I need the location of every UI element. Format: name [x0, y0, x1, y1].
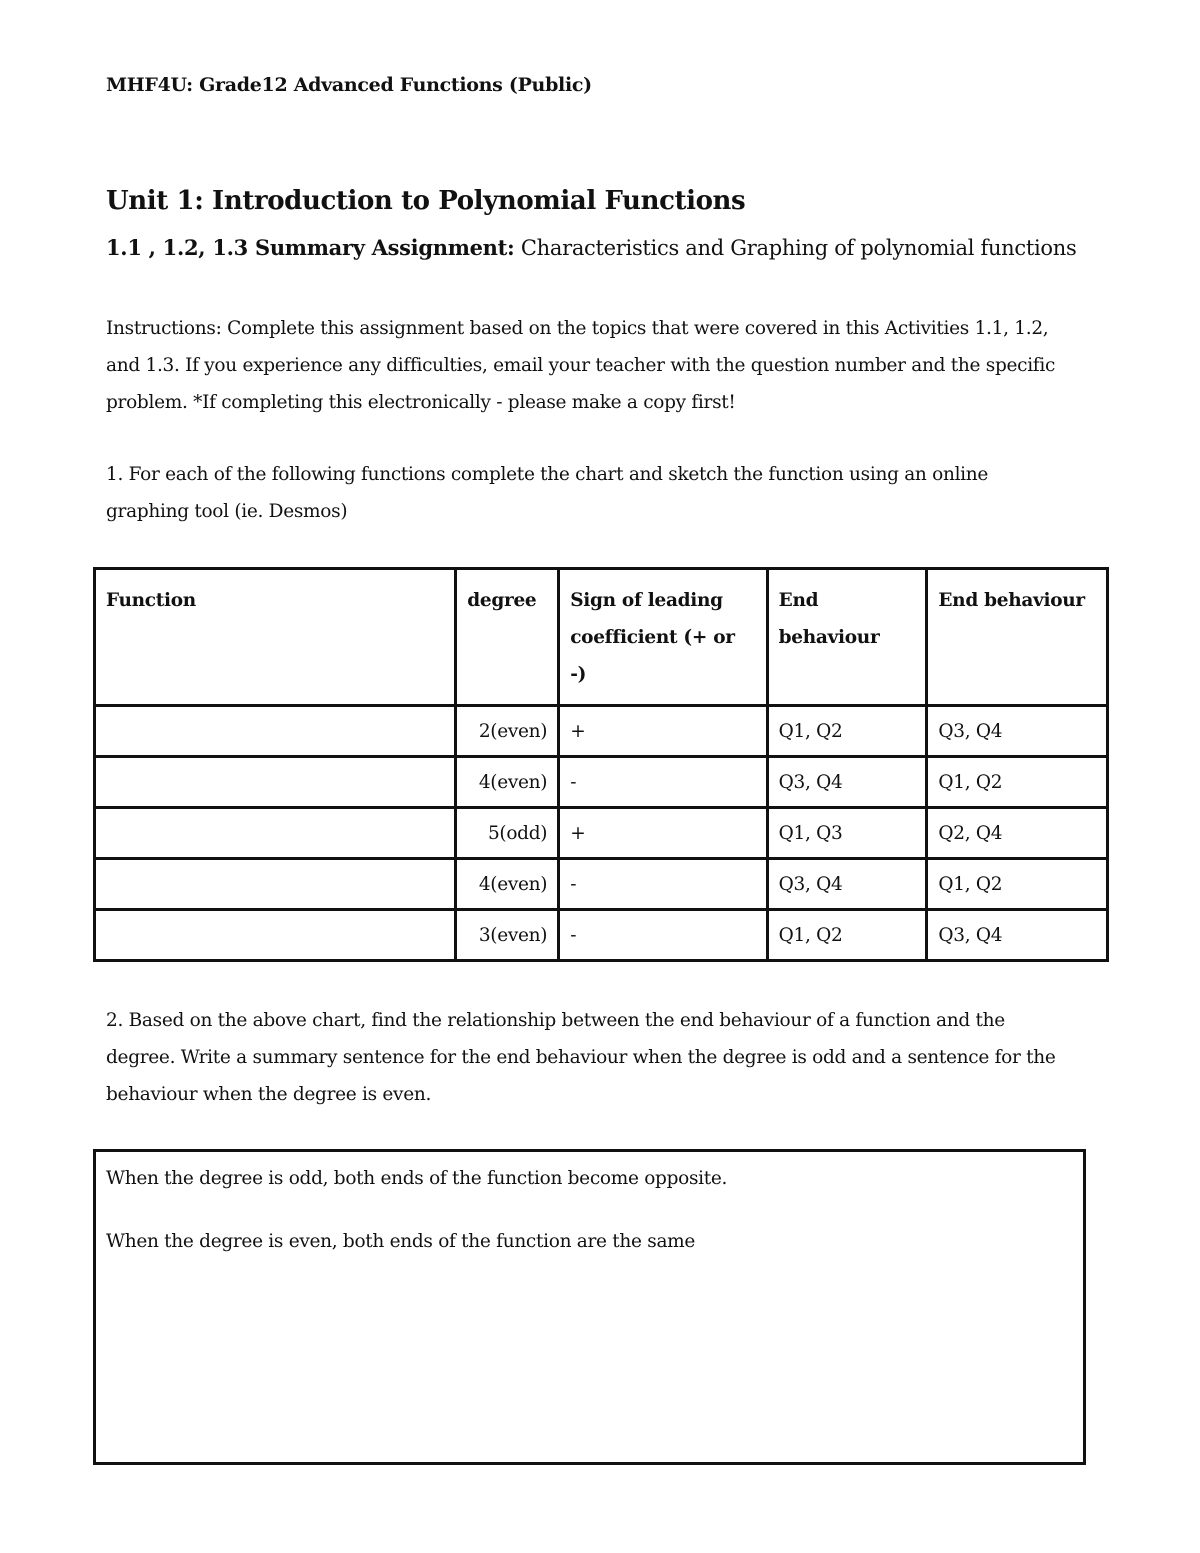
instructions-line: Instructions: Complete this assignment based on the topics that were covered in this Activities 1.1, 1.2, [106, 318, 1049, 339]
header-function: Function [95, 569, 456, 706]
end-behaviour-cell: Q1, Q3 [767, 808, 927, 859]
sign-cell: + [559, 706, 767, 757]
course-header: MHF4U: Grade12 Advanced Functions (Public) [106, 74, 592, 96]
assignment-description: Characteristics and Graphing of polynomial functions [520, 236, 1077, 260]
table-row [95, 706, 1108, 757]
answer-even-degree: When the degree is even, both ends of the function are the same [106, 1231, 696, 1252]
sign-cell: - [559, 859, 767, 910]
function-cell[interactable] [95, 706, 456, 757]
question-2-line: 2. Based on the above chart, find the relationship between the end behaviour of a function and the [106, 1010, 1005, 1031]
answer-odd-degree: When the degree is odd, both ends of the function become opposite. [106, 1168, 728, 1189]
assignment-label: 1.1 , 1.2, 1.3 Summary Assignment: [106, 235, 515, 260]
instructions-line: and 1.3. If you experience any difficulties, email your teacher with the question number and the specific [106, 355, 1056, 376]
header-degree: degree [456, 569, 559, 706]
function-cell[interactable] [95, 859, 456, 910]
table-row [95, 808, 1108, 859]
assignment-title [106, 235, 1076, 260]
function-cell[interactable] [95, 910, 456, 961]
end-behaviour-cell: Q3, Q4 [767, 757, 927, 808]
function-cell[interactable] [95, 757, 456, 808]
question-1-line: 1. For each of the following functions complete the chart and sketch the function using an online [106, 464, 989, 485]
unit-title: Unit 1: Introduction to Polynomial Functions [106, 186, 746, 216]
end-behaviour-cell: Q1, Q2 [927, 859, 1108, 910]
end-behaviour-cell: Q3, Q4 [767, 859, 927, 910]
table-header-row [95, 569, 1108, 706]
end-behaviour-cell: Q3, Q4 [927, 706, 1108, 757]
header-end-behaviour-2: End behaviour [927, 569, 1108, 706]
answer-box[interactable] [93, 1149, 1086, 1465]
end-behaviour-cell: Q3, Q4 [927, 910, 1108, 961]
header-sign: Sign of leading coefficient (+ or -) [559, 569, 767, 706]
degree-cell: 5(odd) [456, 808, 559, 859]
table-row [95, 859, 1108, 910]
sign-cell: + [559, 808, 767, 859]
sign-cell: - [559, 757, 767, 808]
question-2 [106, 1002, 1096, 1113]
degree-cell: 4(even) [456, 757, 559, 808]
table-row [95, 757, 1108, 808]
end-behaviour-cell: Q1, Q2 [767, 706, 927, 757]
sign-cell: - [559, 910, 767, 961]
degree-cell: 3(even) [456, 910, 559, 961]
question-1 [106, 456, 1106, 530]
instructions [106, 310, 1106, 421]
end-behaviour-cell: Q1, Q2 [927, 757, 1108, 808]
end-behaviour-cell: Q2, Q4 [927, 808, 1108, 859]
function-cell[interactable] [95, 808, 456, 859]
header-end-behaviour-1: End behaviour [767, 569, 927, 706]
question-1-line: graphing tool (ie. Desmos) [106, 501, 348, 522]
degree-cell: 2(even) [456, 706, 559, 757]
end-behaviour-cell: Q1, Q2 [767, 910, 927, 961]
question-2-line: behaviour when the degree is even. [106, 1084, 432, 1105]
table-row [95, 910, 1108, 961]
function-chart [93, 567, 1109, 962]
degree-cell: 4(even) [456, 859, 559, 910]
instructions-line: problem. *If completing this electronically - please make a copy first! [106, 392, 736, 413]
question-2-line: degree. Write a summary sentence for the end behaviour when the degree is odd and a sentence for the [106, 1047, 1056, 1068]
